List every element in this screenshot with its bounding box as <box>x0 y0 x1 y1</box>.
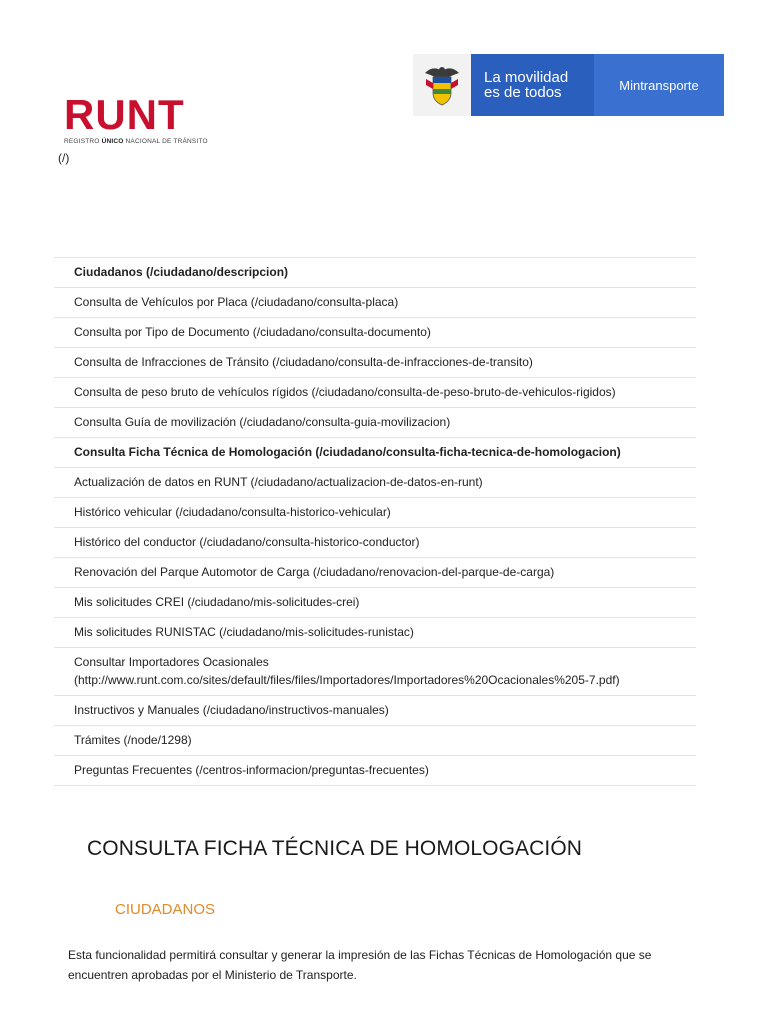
menu-item-label: Mis solicitudes RUNISTAC (/ciudadano/mis-solicitudes-runistac) <box>74 625 414 639</box>
menu-item-ciudadanos[interactable] <box>54 258 696 288</box>
runt-tagline-post: NACIONAL DE TRÁNSITO <box>123 138 208 145</box>
menu-item-consulta-infracciones[interactable] <box>54 348 696 378</box>
runt-tagline <box>64 138 216 145</box>
menu-item-consulta-peso-bruto[interactable] <box>54 378 696 408</box>
menu-item-renovacion-parque[interactable] <box>54 558 696 588</box>
menu-item-label: Histórico vehicular (/ciudadano/consulta-historico-vehicular) <box>74 505 391 519</box>
menu-item-preguntas-frecuentes[interactable] <box>54 756 696 786</box>
runt-logo[interactable] <box>64 91 216 148</box>
menu-item-consulta-guia-movilizacion[interactable] <box>54 408 696 438</box>
gov-slogan-line2: es de todos <box>484 84 562 101</box>
page-title: CONSULTA FICHA TÉCNICA DE HOMOLOGACIÓN <box>87 837 583 860</box>
mintransporte-label: Mintransporte <box>594 54 724 116</box>
menu-item-label: Consulta por Tipo de Documento (/ciudadano/consulta-documento) <box>74 325 431 339</box>
menu-item-actualizacion-datos[interactable] <box>54 468 696 498</box>
menu-item-label: Consulta de Vehículos por Placa (/ciudadano/consulta-placa) <box>74 295 399 309</box>
menu-item-label: Renovación del Parque Automotor de Carga (/ciudadano/renovacion-del-parque-de-carga) <box>74 565 555 579</box>
menu-item-label: Instructivos y Manuales (/ciudadano/instructivos-manuales) <box>74 703 389 717</box>
menu-item-label: Trámites (/node/1298) <box>74 733 192 747</box>
menu-item-historico-conductor[interactable] <box>54 528 696 558</box>
menu-item-solicitudes-runistac[interactable] <box>54 618 696 648</box>
menu-item-label-url: (http://www.runt.com.co/sites/default/files/files/Importadores/Importadores%20Ocacionales%205-7.pdf) <box>74 673 620 687</box>
menu-item-consulta-documento[interactable] <box>54 318 696 348</box>
menu-item-label: Consulta de peso bruto de vehículos rígidos (/ciudadano/consulta-de-peso-bruto-de-vehiculos-rigidos) <box>74 385 616 399</box>
home-link[interactable]: (/) <box>58 151 70 165</box>
description-text: Esta funcionalidad permitirá consultar y generar la impresión de las Fichas Técnicas de Homologación que se encuentren aprobadas por el Ministerio de Transporte. <box>68 948 652 982</box>
gov-banner[interactable] <box>413 54 724 116</box>
menu-item-label: Actualización de datos en RUNT (/ciudadano/actualizacion-de-datos-en-runt) <box>74 475 483 489</box>
runt-wordmark: RUNT <box>64 91 185 138</box>
runt-tagline-pre: REGISTRO <box>64 138 102 145</box>
menu-item-label: Consulta de Infracciones de Tránsito (/ciudadano/consulta-de-infracciones-de-transito) <box>74 355 533 369</box>
menu-item-label: Ciudadanos (/ciudadano/descripcion) <box>74 265 289 279</box>
menu-item-solicitudes-crei[interactable] <box>54 588 696 618</box>
menu-item-label: Mis solicitudes CREI (/ciudadano/mis-solicitudes-crei) <box>74 595 360 609</box>
menu-item-historico-vehicular[interactable] <box>54 498 696 528</box>
menu-item-instructivos-manuales[interactable] <box>54 696 696 726</box>
menu-item-label: Consulta Ficha Técnica de Homologación (/ciudadano/consulta-ficha-tecnica-de-homologacion) <box>74 445 621 459</box>
menu-item-label: Histórico del conductor (/ciudadano/consulta-historico-conductor) <box>74 535 420 549</box>
menu-item-importadores-ocasionales[interactable] <box>54 648 696 696</box>
menu-item-label: Consulta Guía de movilización (/ciudadano/consulta-guia-movilizacion) <box>74 415 451 429</box>
ciudadanos-menu <box>54 257 696 786</box>
runt-tagline-bold: ÚNICO <box>101 138 124 145</box>
menu-item-consulta-placa[interactable] <box>54 288 696 318</box>
gov-slogan-line1: La movilidad <box>484 69 569 86</box>
gov-slogan <box>471 54 594 116</box>
colombia-coat-of-arms-icon <box>413 54 471 116</box>
menu-item-tramites[interactable] <box>54 726 696 756</box>
menu-item-label: Preguntas Frecuentes (/centros-informacion/preguntas-frecuentes) <box>74 763 429 777</box>
section-title: CIUDADANOS <box>115 901 216 918</box>
menu-item-label: Consultar Importadores Ocasionales <box>74 655 269 669</box>
menu-item-consulta-ficha-tecnica[interactable] <box>54 438 696 468</box>
